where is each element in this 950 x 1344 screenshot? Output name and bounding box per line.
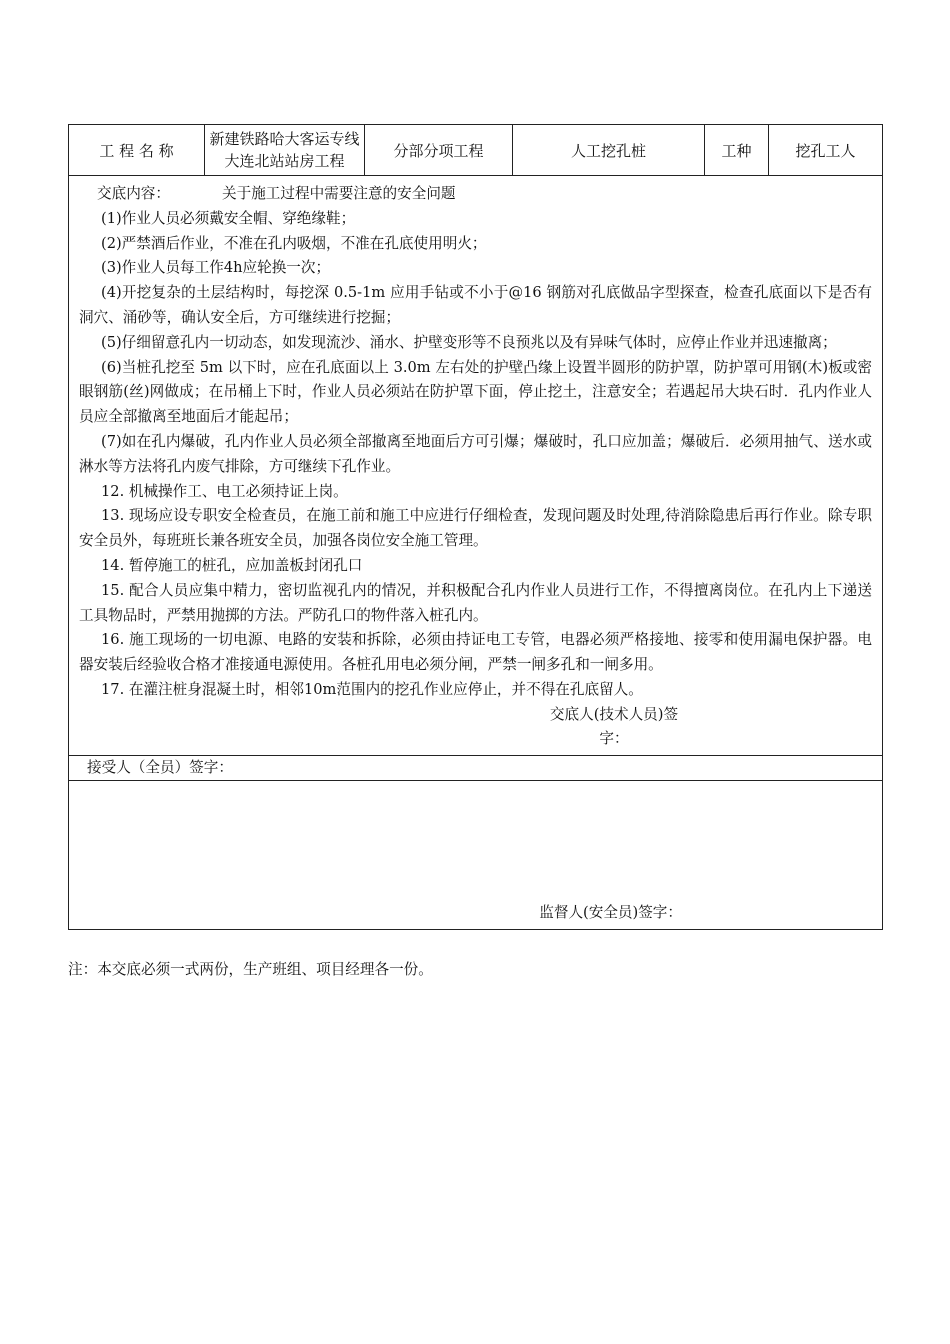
section-label: 分部分项工程 xyxy=(365,125,513,176)
list-item: (1)作业人员必须戴安全帽、穿绝缘鞋； xyxy=(101,209,356,227)
content-intro xyxy=(79,182,872,207)
list-item: (5)仔细留意孔内一切动态，如发现流沙、涌水、护壁变形等不良预兆以及有异味气体时，应停止作业并迅速撤离； xyxy=(101,333,837,351)
trade-value: 挖孔工人 xyxy=(769,125,883,176)
disclosure-form xyxy=(68,124,882,930)
tech-sign-line1: 交底人(技术人员)签 xyxy=(549,705,679,723)
list-item: (3)作业人员每工作4h应轮换一次； xyxy=(101,259,331,277)
list-item: 17. 在灌注桩身混凝土时，相邻10m范围内的挖孔作业应停止，并不得在孔底留人。 xyxy=(101,680,643,698)
project-label: 工 程 名 称 xyxy=(69,125,205,176)
list-item: 14. 暂停施工的桩孔，应加盖板封闭孔口 xyxy=(101,556,363,574)
header-row xyxy=(69,125,883,176)
list-item: 16. 施工现场的一切电源、电路的安装和拆除，必须由持证电工专管，电器必须严格接地、接零和使用漏电保护器。电器安装后经验收合格才准接通电源使用。各桩孔用电必须分闸，严禁一闸多孔和一闸多用。 xyxy=(79,631,872,674)
form-table xyxy=(68,124,883,930)
list-item: 13. 现场应设专职安全检查员，在施工前和施工中应进行仔细检查，发现问题及时处理,待消除隐患后再行作业。除专职安全员外，每班班长兼各班安全员，加强各岗位安全施工管理。 xyxy=(79,507,872,550)
list-item: 15. 配合人员应集中精力，密切监视孔内的情况，并积极配合孔内作业人员进行工作，不得擅离岗位。在孔内上下递送工具物品时，严禁用抛掷的方法。严防孔口的物件落入桩孔内。 xyxy=(79,581,872,624)
tech-signature xyxy=(469,703,759,751)
content-subject: 关于施工过程中需要注意的安全问题 xyxy=(222,185,456,202)
receiver-label: 接受人（全员）签字： xyxy=(69,755,883,780)
content-label: 交底内容： xyxy=(97,185,170,202)
section-value: 人工挖孔桩 xyxy=(513,125,705,176)
tech-sign-line2: 字： xyxy=(599,729,629,747)
supervisor-signature: 监督人(安全员)签字： xyxy=(539,903,682,921)
list-item: (7)如在孔内爆破，孔内作业人员必须全部撤离至地面后方可引爆；爆破时，孔口应加盖；爆破后．必须用抽气、送水或淋水等方法将孔内废气排除，方可继续下孔作业。 xyxy=(79,432,872,475)
list-item: (2)严禁酒后作业，不准在孔内吸烟，不准在孔底使用明火； xyxy=(101,234,487,252)
list-item: 12. 机械操作工、电工必须持证上岗。 xyxy=(101,482,348,500)
receiver-signature-area xyxy=(69,780,883,929)
project-name: 新建铁路哈大客运专线大连北站站房工程 xyxy=(205,125,365,176)
content-cell xyxy=(69,176,883,756)
list-item: (4)开挖复杂的土层结构时，每挖深 0.5-1m 应用手钻或不小于@16 钢筋对孔底做品字型探查，检查孔底面以下是否有洞穴、涌砂等，确认安全后，方可继续进行挖掘； xyxy=(79,284,872,326)
footer-note: 注：本交底必须一式两份，生产班组、项目经理各一份。 xyxy=(68,961,433,978)
list-item: (6)当桩孔挖至 5m 以下时，应在孔底面以上 3.0m 左右处的护壁凸缘上设置半圆形的防护罩，防护罩可用钢(木)板或密眼钢筋(丝)网做成；在吊桶上下时，作业人员必须站在防护罩下面，停止挖土，注意安全；若遇起吊大块石时．孔内作业人员应全部撤离至地面后才能起吊； xyxy=(79,358,872,426)
trade-label: 工种 xyxy=(705,125,769,176)
